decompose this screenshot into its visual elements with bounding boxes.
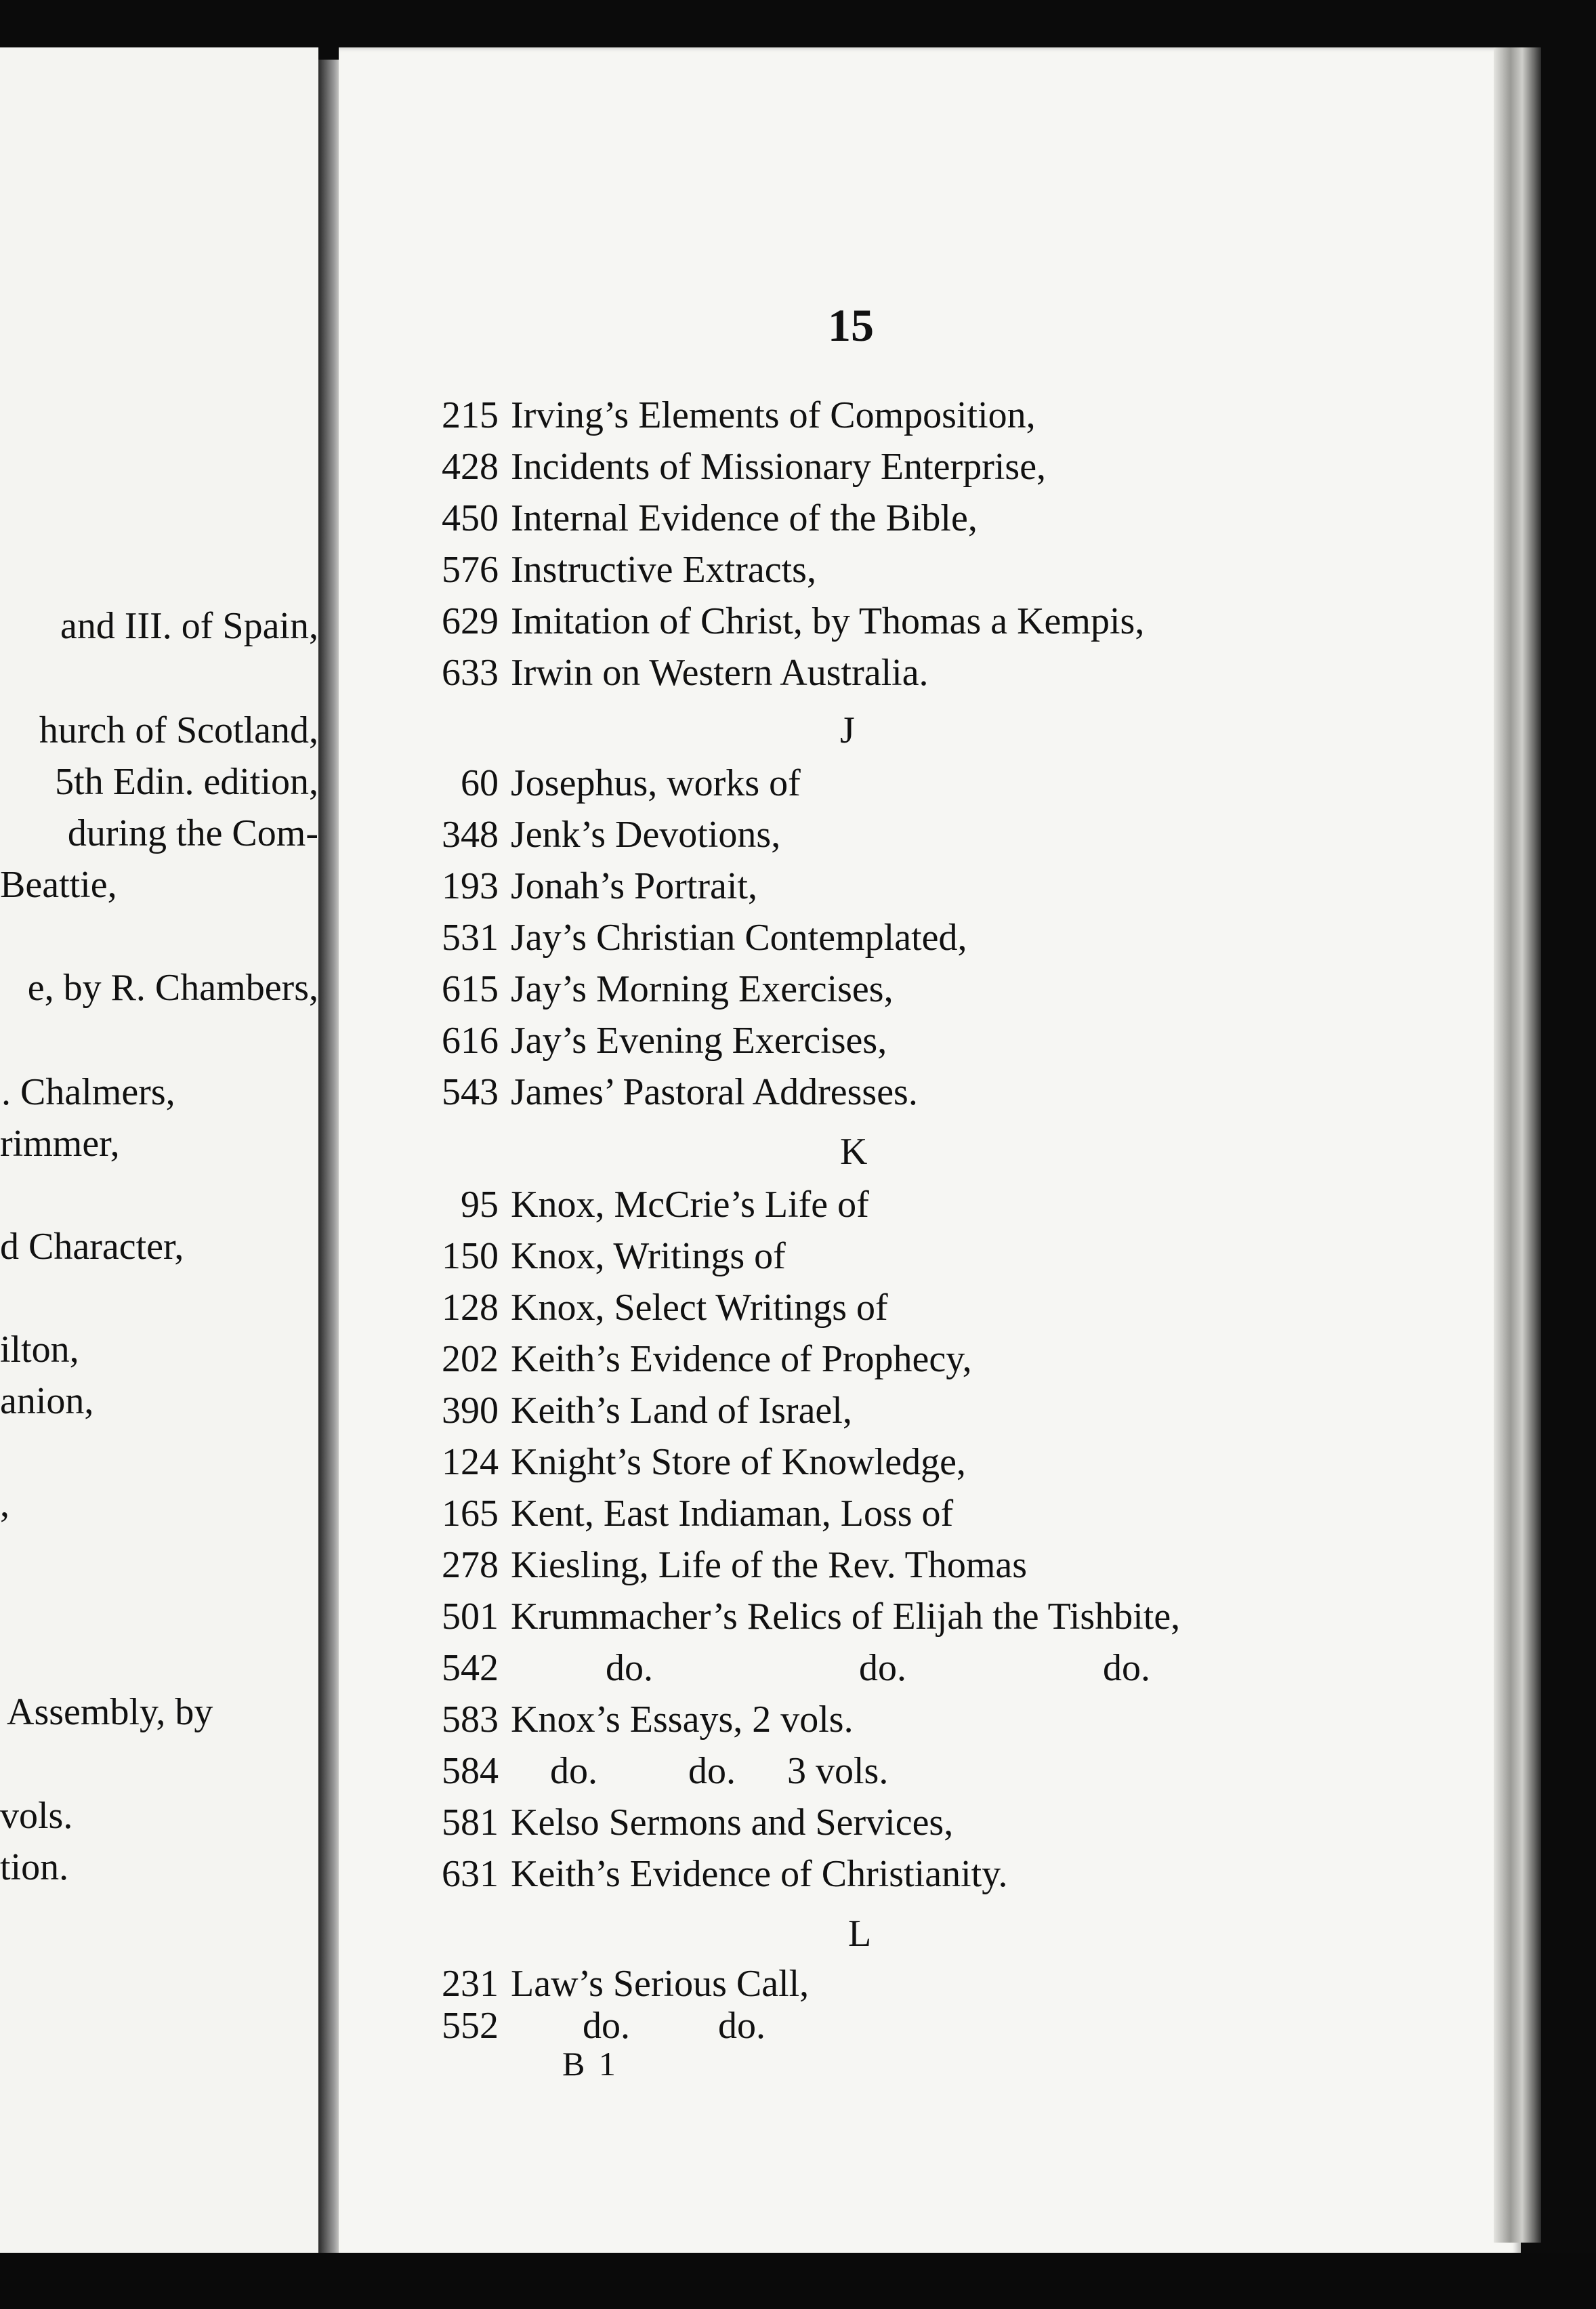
list-item bbox=[425, 912, 967, 963]
list-item bbox=[425, 1539, 1027, 1591]
entry-number: 150 bbox=[442, 1235, 499, 1277]
ditto-mark: do. bbox=[718, 2005, 765, 2047]
left-line: d Character, bbox=[0, 1226, 184, 1268]
ditto-mark: do. bbox=[688, 1750, 736, 1792]
entry-number: 128 bbox=[442, 1287, 499, 1329]
entry-title: Knox, Select Writings of bbox=[511, 1287, 888, 1329]
left-line: . Chalmers, bbox=[1, 1071, 175, 1113]
entry-number: 576 bbox=[442, 549, 499, 591]
entry-title: Knight’s Store of Knowledge, bbox=[511, 1441, 966, 1483]
entry-number: 615 bbox=[442, 968, 499, 1010]
entry-number: 584 bbox=[442, 1750, 499, 1792]
list-item bbox=[425, 1436, 966, 1488]
entry-title: Jay’s Morning Exercises, bbox=[511, 968, 894, 1010]
list-item bbox=[425, 809, 780, 860]
list-item bbox=[425, 390, 1036, 441]
entry-title: Keith’s Land of Israel, bbox=[511, 1390, 852, 1432]
left-line: Assembly, by bbox=[7, 1691, 213, 1733]
entry-title: Jay’s Evening Exercises, bbox=[511, 1020, 887, 1062]
entry-number: 581 bbox=[442, 1802, 499, 1844]
entry-title: Instructive Extracts, bbox=[511, 549, 816, 591]
entry-number: 95 bbox=[461, 1184, 499, 1226]
ditto-mark: do. bbox=[1103, 1647, 1150, 1689]
list-item bbox=[425, 441, 1046, 493]
entry-title: Knox, McCrie’s Life of bbox=[511, 1184, 869, 1226]
entry-number: 193 bbox=[442, 865, 499, 907]
entry-title: Irving’s Elements of Composition, bbox=[511, 394, 1036, 436]
entry-number: 428 bbox=[442, 446, 499, 488]
list-item bbox=[425, 493, 978, 544]
list-item bbox=[425, 1066, 918, 1118]
printer-signature: B 1 bbox=[562, 2045, 618, 2083]
list-item bbox=[425, 544, 816, 596]
page-number: 15 bbox=[828, 299, 874, 351]
entry-title: Krummacher’s Relics of Elijah the Tishbite, bbox=[511, 1596, 1181, 1638]
left-line: and III. of Spain, bbox=[60, 605, 318, 647]
entry-title: Irwin on Western Australia. bbox=[511, 652, 929, 694]
entry-title: Keith’s Evidence of Prophecy, bbox=[511, 1338, 972, 1380]
entry-number: 348 bbox=[442, 814, 499, 856]
list-item bbox=[425, 596, 1144, 647]
entry-number: 531 bbox=[442, 917, 499, 959]
entry-title: Incidents of Missionary Enterprise, bbox=[511, 446, 1047, 488]
list-item bbox=[425, 1642, 1150, 1694]
left-line: , bbox=[0, 1483, 9, 1525]
list-item bbox=[425, 963, 894, 1015]
list-item bbox=[425, 1488, 953, 1539]
page-edge bbox=[1494, 47, 1541, 2243]
section-letter: L bbox=[848, 1913, 872, 1955]
entry-title: Kelso Sermons and Services, bbox=[511, 1802, 954, 1844]
entry-number: 552 bbox=[442, 2005, 499, 2047]
list-item bbox=[425, 1848, 1008, 1900]
entry-number: 202 bbox=[442, 1338, 499, 1380]
gutter bbox=[318, 60, 341, 2255]
list-item bbox=[425, 1591, 1180, 1642]
entry-number: 450 bbox=[442, 497, 499, 539]
list-item bbox=[425, 860, 757, 912]
entry-title: Knox, Writings of bbox=[511, 1235, 786, 1277]
list-item bbox=[425, 2000, 765, 2052]
entry-number: 542 bbox=[442, 1647, 499, 1689]
list-item bbox=[425, 1230, 786, 1282]
entry-title: Internal Evidence of the Bible, bbox=[511, 497, 978, 539]
entry-number: 543 bbox=[442, 1071, 499, 1113]
left-line: during the Com- bbox=[67, 812, 318, 854]
list-item bbox=[425, 1015, 887, 1066]
ditto-mark: do. bbox=[583, 2005, 630, 2047]
entry-number: 231 bbox=[442, 1963, 499, 2005]
entry-title: Josephus, works of bbox=[511, 762, 801, 804]
entry-number: 616 bbox=[442, 1020, 499, 1062]
list-item bbox=[425, 1282, 888, 1333]
entry-title: Kiesling, Life of the Rev. Thomas bbox=[511, 1544, 1028, 1586]
entry-title: Imitation of Christ, by Thomas a Kempis, bbox=[511, 600, 1145, 642]
entry-title: Law’s Serious Call, bbox=[511, 1963, 810, 2005]
entry-number: 390 bbox=[442, 1390, 499, 1432]
list-item bbox=[425, 1745, 889, 1797]
ditto-mark: do. bbox=[859, 1647, 906, 1689]
entry-number: 124 bbox=[442, 1441, 499, 1483]
left-line: 5th Edin. edition, bbox=[55, 761, 318, 803]
entry-number: 629 bbox=[442, 600, 499, 642]
list-item bbox=[425, 1694, 854, 1745]
entry-number: 501 bbox=[442, 1596, 499, 1638]
entry-number: 278 bbox=[442, 1544, 499, 1586]
list-item bbox=[425, 1179, 869, 1230]
entry-title: Jonah’s Portrait, bbox=[511, 865, 757, 907]
entry-number: 165 bbox=[442, 1493, 499, 1535]
list-item bbox=[425, 1333, 972, 1385]
ditto-mark: do. bbox=[550, 1750, 597, 1792]
list-item bbox=[425, 1797, 953, 1848]
left-line: tion. bbox=[0, 1846, 69, 1888]
entry-title: Jenk’s Devotions, bbox=[511, 814, 781, 856]
left-line: ilton, bbox=[0, 1329, 79, 1371]
section-letter: J bbox=[840, 709, 855, 751]
entry-number: 215 bbox=[442, 394, 499, 436]
ditto-mark: do. bbox=[606, 1647, 653, 1689]
left-page bbox=[0, 47, 318, 2253]
entry-number: 60 bbox=[461, 762, 499, 804]
section-letter: K bbox=[840, 1131, 868, 1173]
entry-number: 583 bbox=[442, 1699, 499, 1741]
entry-title: Knox’s Essays, 2 vols. bbox=[511, 1699, 854, 1741]
right-page bbox=[339, 47, 1521, 2258]
left-line: hurch of Scotland, bbox=[39, 709, 318, 751]
entry-title: Kent, East Indiaman, Loss of bbox=[511, 1493, 954, 1535]
list-item bbox=[425, 647, 929, 699]
ditto-mark: 3 vols. bbox=[787, 1750, 889, 1792]
left-line: rimmer, bbox=[0, 1123, 120, 1165]
entry-title: Jay’s Christian Contemplated, bbox=[511, 917, 967, 959]
list-item bbox=[425, 757, 801, 809]
list-item bbox=[425, 1385, 852, 1436]
left-line: anion, bbox=[0, 1380, 94, 1422]
entry-title: Keith’s Evidence of Christianity. bbox=[511, 1853, 1008, 1895]
left-line: Beattie, bbox=[0, 864, 117, 906]
background-band bbox=[0, 2253, 1596, 2309]
left-line: e, by R. Chambers, bbox=[27, 967, 318, 1009]
entry-number: 633 bbox=[442, 652, 499, 694]
entry-number: 631 bbox=[442, 1853, 499, 1895]
left-line: vols. bbox=[0, 1795, 73, 1837]
entry-title: James’ Pastoral Addresses. bbox=[511, 1071, 918, 1113]
